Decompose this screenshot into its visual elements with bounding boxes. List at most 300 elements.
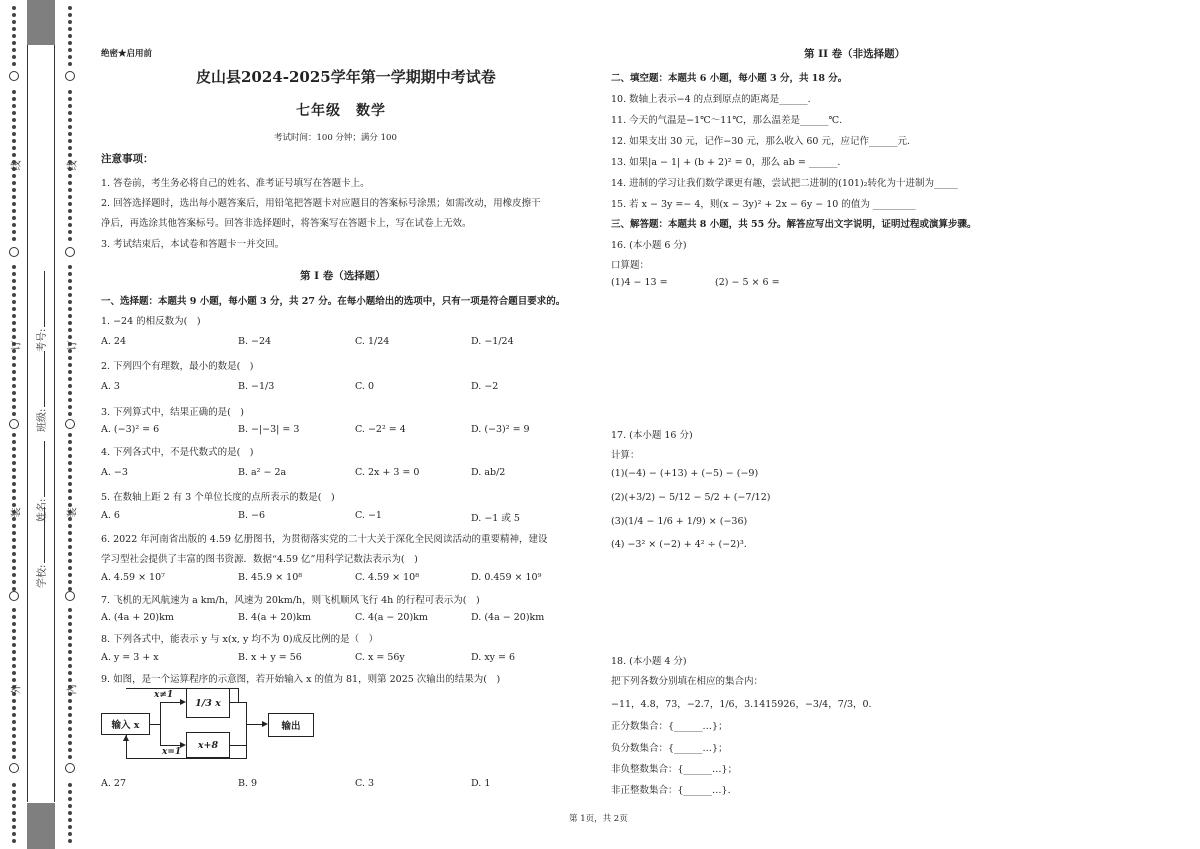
binding-dot: [68, 622, 72, 626]
binding-dot: [68, 643, 72, 647]
binding-dot: [68, 104, 72, 108]
binding-dot: [12, 6, 16, 10]
inner-word-bind: 装: [67, 507, 79, 518]
q1-option-a: A. 24: [101, 336, 126, 347]
binding-dot: [12, 678, 16, 682]
binding-dot: [68, 650, 72, 654]
q17-item-2: (2)(+3/2) − 5/12 − 5/2 + (−7/12): [611, 492, 771, 503]
binding-dot: [68, 391, 72, 395]
binding-gray-bottom: [27, 803, 55, 849]
binding-dot: [68, 566, 72, 570]
binding-dot: [68, 496, 72, 500]
binding-dot: [12, 447, 16, 451]
q7-stem: 7. 飞机的无风航速为 a km/h，风速为 20km/h，则飞机顺风飞行 4h 的行程可表示为( ): [101, 595, 480, 606]
binding-dot: [68, 174, 72, 178]
binding-dot: [12, 643, 16, 647]
binding-dot: [68, 741, 72, 745]
binding-dot: [12, 636, 16, 640]
binding-hole-icon: [65, 591, 75, 601]
binding-dot: [68, 363, 72, 367]
binding-dot: [68, 370, 72, 374]
choice-section-intro: 一、选择题：本题共 9 小题，每小题 3 分，共 27 分。在每小题给出的选项中，只有一项是符合题目要求的。: [101, 296, 566, 307]
binding-dot: [12, 629, 16, 633]
note-2-cont: 净后，再选涂其他答案标号。回答非选择题时，将答案写在答题卡上，写在试卷上无效。: [101, 218, 472, 229]
binding-dot: [12, 384, 16, 388]
outer-word-bind: 装: [11, 507, 23, 518]
binding-dot: [68, 216, 72, 220]
binding-hole-icon: [9, 247, 19, 257]
binding-dot: [68, 181, 72, 185]
q12: 12. 如果支出 30 元，记作−30 元，那么收入 60 元，应记作______元.: [611, 136, 910, 147]
binding-dot: [68, 545, 72, 549]
binding-gray-top: [27, 0, 55, 45]
binding-dot: [12, 223, 16, 227]
q2-option-b: B. −1/3: [238, 381, 275, 392]
q18-numbers: −11，4.8，73，−2.7，1/6，3.1415926，−3/4，7/3，0.: [611, 699, 872, 710]
binding-dot: [12, 398, 16, 402]
page-footer: 第 1页，共 2页: [569, 814, 628, 824]
binding-dot: [12, 741, 16, 745]
binding-dot: [12, 132, 16, 136]
binding-dot: [12, 811, 16, 815]
binding-dot: [68, 328, 72, 332]
binding-dot: [68, 20, 72, 24]
q17-sub: 计算：: [611, 450, 640, 461]
binding-dot: [12, 538, 16, 542]
class-field[interactable]: [33, 351, 48, 432]
binding-dot: [68, 818, 72, 822]
page-title: 皮山县2024-2025学年第一学期期中考试卷: [196, 68, 496, 86]
binding-dot: [12, 97, 16, 101]
binding-hole-icon: [9, 71, 19, 81]
q4-option-b: B. a² − 2a: [238, 467, 287, 478]
binding-dot: [68, 188, 72, 192]
binding-dot: [12, 797, 16, 801]
binding-dot: [12, 202, 16, 206]
outer-word-line: 线: [11, 160, 23, 171]
binding-dot: [68, 132, 72, 136]
flow-cond-bottom: x=1: [162, 747, 182, 757]
binding-dot: [12, 363, 16, 367]
binding-dot: [12, 755, 16, 759]
binding-hole-icon: [65, 247, 75, 257]
q17-item-1: (1)(−4) − (+13) + (−5) − (−9): [611, 468, 759, 479]
q2-option-d: D. −2: [471, 381, 499, 392]
q6-stem-cont: 学习型社会提供了丰富的图书资源．数据“4.59 亿”用科学记数法表示为( ): [101, 554, 418, 565]
q3-stem: 3. 下列算式中，结果正确的是( ): [101, 407, 244, 418]
binding-dot: [12, 146, 16, 150]
q4-option-c: C. 2x + 3 = 0: [355, 467, 420, 478]
binding-dot: [68, 524, 72, 528]
flow-input-box: 输入 x: [101, 713, 150, 735]
q2-option-c: C. 0: [355, 381, 375, 392]
binding-dot: [68, 482, 72, 486]
inner-word-order: 订: [67, 340, 79, 351]
q18-set-negative-fraction: 负分数集合：{______…}；: [611, 743, 728, 754]
binding-hole-icon: [9, 419, 19, 429]
binding-dot: [68, 111, 72, 115]
exam-no-label: 考号:: [37, 328, 48, 352]
q4-option-d: D. ab/2: [471, 467, 506, 478]
binding-dot: [68, 237, 72, 241]
q1-option-d: D. −1/24: [471, 336, 514, 347]
name-field[interactable]: [33, 441, 48, 522]
binding-dot: [12, 475, 16, 479]
school-label: 学校:: [37, 564, 48, 588]
binding-dot: [12, 727, 16, 731]
binding-dot: [12, 286, 16, 290]
name-label: 姓名:: [37, 498, 48, 522]
fill-section-intro: 二、填空题：本题共 6 小题，每小题 3 分，共 18 分。: [611, 73, 848, 84]
binding-dot: [12, 237, 16, 241]
binding-dot: [12, 125, 16, 129]
binding-dots-inner: [64, 0, 78, 849]
binding-dot: [12, 300, 16, 304]
binding-dot: [12, 139, 16, 143]
binding-dot: [12, 489, 16, 493]
q5-option-c: C. −1: [355, 510, 382, 521]
q8-stem: 8. 下列各式中，能表示 y 与 x(x, y 均不为 0)成反比例的是（ ）: [101, 634, 379, 645]
q7-option-a: A. (4a + 20)km: [101, 612, 174, 623]
q17-item-3: (3)(1/4 − 1/6 + 1/9) × (−36): [611, 516, 748, 527]
binding-dot: [12, 272, 16, 276]
exam-no-field[interactable]: [33, 271, 48, 352]
binding-dot: [12, 706, 16, 710]
q7-option-d: D. (4a − 20)km: [471, 612, 545, 623]
binding-dot: [68, 748, 72, 752]
binding-dot: [12, 832, 16, 836]
binding-dot: [68, 454, 72, 458]
binding-dot: [68, 678, 72, 682]
binding-dot: [12, 671, 16, 675]
binding-dot: [12, 279, 16, 283]
q18-head: 18. (本小题 4 分): [611, 656, 687, 667]
binding-dot: [68, 440, 72, 444]
q6-option-b: B. 45.9 × 10⁸: [238, 572, 303, 583]
binding-dot: [68, 412, 72, 416]
binding-dot: [12, 328, 16, 332]
binding-dot: [12, 482, 16, 486]
binding-strip: [0, 0, 84, 849]
q8-option-c: C. x = 56y: [355, 652, 405, 663]
q8-option-d: D. xy = 6: [471, 652, 516, 663]
q1-option-b: B. −24: [238, 336, 272, 347]
note-2: 2. 回答选择题时，选出每小题答案后，用铅笔把答题卡对应题目的答案标号涂黑；如需改动，用橡皮擦干: [101, 198, 541, 209]
q16-head: 16. (本小题 6 分): [611, 240, 687, 251]
binding-dot: [68, 62, 72, 66]
binding-dot: [68, 300, 72, 304]
binding-dot: [68, 790, 72, 794]
flow-output-box: 输出: [268, 713, 314, 737]
part2-title: 第 II 卷（非选择题）: [804, 48, 906, 60]
q6-stem: 6. 2022 年河南省出版的 4.59 亿册图书，为贯彻落实党的二十大关于深化全民阅读活动的重要精神，建设: [101, 534, 548, 545]
binding-dot: [68, 475, 72, 479]
binding-dot: [12, 55, 16, 59]
binding-dot: [12, 181, 16, 185]
binding-dot: [68, 97, 72, 101]
q18-set-nonpositive-int: 非正整数集合：{______…}.: [611, 785, 731, 796]
secret-label: 绝密★启用前: [101, 49, 153, 59]
binding-dot: [68, 146, 72, 150]
binding-dot: [68, 139, 72, 143]
binding-dot: [68, 384, 72, 388]
q1-stem: 1. −24 的相反数为( ): [101, 316, 201, 327]
q14: 14. 进制的学习让我们数学课更有趣，尝试把二进制的(101)₂转化为十进制为_____: [611, 178, 958, 189]
q4-stem: 4. 下列各式中，不是代数式的是( ): [101, 447, 254, 458]
q3-option-b: B. −|−3| = 3: [238, 424, 300, 435]
binding-dot: [68, 797, 72, 801]
binding-dot: [68, 636, 72, 640]
q6-option-d: D. 0.459 × 10⁹: [471, 572, 542, 583]
binding-dot: [12, 573, 16, 577]
binding-dot: [68, 699, 72, 703]
outer-word-outside: 外: [11, 684, 23, 695]
binding-dot: [68, 468, 72, 472]
q17-item-4: (4) −3² × (−2) + 4² ÷ (−2)³.: [611, 539, 747, 550]
binding-dot: [68, 657, 72, 661]
binding-dot: [68, 195, 72, 199]
q7-option-b: B. 4(a + 20)km: [238, 612, 311, 623]
q10: 10. 数轴上表示−4 的点到原点的距离是______.: [611, 94, 811, 105]
binding-dot: [68, 405, 72, 409]
binding-dot: [68, 293, 72, 297]
binding-dot: [12, 713, 16, 717]
binding-dot: [12, 552, 16, 556]
binding-dot: [68, 615, 72, 619]
binding-hole-icon: [65, 419, 75, 429]
binding-dot: [68, 41, 72, 45]
binding-dot: [68, 720, 72, 724]
binding-dot: [68, 755, 72, 759]
binding-dot: [68, 13, 72, 17]
binding-dot: [68, 608, 72, 612]
binding-dot: [12, 405, 16, 409]
binding-dot: [68, 6, 72, 10]
binding-dot: [68, 811, 72, 815]
binding-hole-icon: [65, 71, 75, 81]
binding-dot: [12, 216, 16, 220]
binding-dot: [12, 454, 16, 458]
solve-section-intro: 三、解答题：本题共 8 小题，共 55 分。解答应写出文字说明，证明过程或演算步骤。: [611, 219, 977, 230]
binding-dot: [68, 573, 72, 577]
q8-option-a: A. y = 3 + x: [101, 652, 159, 663]
binding-dot: [12, 783, 16, 787]
binding-dot: [68, 118, 72, 122]
binding-dot: [68, 734, 72, 738]
binding-dot: [12, 265, 16, 269]
binding-dot: [68, 286, 72, 290]
binding-dot: [68, 223, 72, 227]
binding-dot: [68, 671, 72, 675]
binding-dot: [12, 650, 16, 654]
q15: 15. 若 x − 3y =− 4，则(x − 3y)² + 2x − 6y − 10 的值为 _________: [611, 199, 916, 210]
binding-dot: [68, 230, 72, 234]
q4-option-a: A. −3: [101, 467, 128, 478]
binding-dot: [12, 62, 16, 66]
binding-dot: [68, 398, 72, 402]
binding-dot: [12, 195, 16, 199]
class-label: 班级:: [37, 408, 48, 432]
binding-dot: [68, 55, 72, 59]
outer-word-order: 订: [11, 340, 23, 351]
binding-dot: [12, 174, 16, 178]
binding-dot: [68, 321, 72, 325]
binding-dot: [12, 111, 16, 115]
binding-dot: [12, 559, 16, 563]
flow-box-bottom: x+8: [186, 732, 230, 758]
binding-dot: [68, 839, 72, 843]
binding-dot: [12, 622, 16, 626]
binding-dot: [12, 34, 16, 38]
binding-dot: [12, 188, 16, 192]
binding-dot: [68, 531, 72, 535]
binding-dot: [12, 307, 16, 311]
q18-set-positive-fraction: 正分数集合：{______…}；: [611, 721, 728, 732]
binding-dot: [68, 538, 72, 542]
binding-hole-icon: [9, 591, 19, 601]
q2-stem: 2. 下列四个有理数，最小的数是( ): [101, 361, 254, 372]
binding-dot: [12, 468, 16, 472]
binding-dot: [12, 118, 16, 122]
binding-dot: [68, 629, 72, 633]
binding-dot: [12, 48, 16, 52]
binding-dot: [12, 496, 16, 500]
binding-dot: [12, 720, 16, 724]
binding-dot: [12, 818, 16, 822]
binding-dots-outer: [8, 0, 22, 849]
binding-dot: [12, 825, 16, 829]
binding-dot: [68, 153, 72, 157]
binding-dot: [68, 90, 72, 94]
q5-option-d: D. −1 或 5: [471, 513, 520, 524]
q6-option-a: A. 4.59 × 10⁷: [101, 572, 165, 583]
binding-dot: [68, 727, 72, 731]
q18-set-nonnegative-int: 非负整数集合：{______…}；: [611, 764, 738, 775]
q5-option-b: B. −6: [238, 510, 266, 521]
exam-info: 考试时间：100 分钟；满分 100: [274, 133, 397, 143]
binding-dot: [68, 265, 72, 269]
q8-option-b: B. x + y = 56: [238, 652, 302, 663]
binding-dot: [12, 377, 16, 381]
q11: 11. 今天的气温是−1℃～11℃，那么温差是______℃.: [611, 115, 843, 126]
binding-dot: [12, 699, 16, 703]
binding-dot: [12, 657, 16, 661]
binding-dot: [12, 440, 16, 444]
binding-dot: [68, 209, 72, 213]
q16-item-1: (1)4 − 13 =: [611, 277, 668, 288]
binding-dot: [12, 790, 16, 794]
binding-dot: [12, 580, 16, 584]
binding-dot: [12, 321, 16, 325]
binding-dot: [12, 209, 16, 213]
binding-dot: [12, 615, 16, 619]
q7-option-c: C. 4(a − 20)km: [355, 612, 428, 623]
binding-dot: [12, 748, 16, 752]
binding-dot: [12, 412, 16, 416]
binding-hole-icon: [65, 763, 75, 773]
binding-dot: [68, 202, 72, 206]
q2-option-a: A. 3: [101, 381, 120, 392]
binding-dot: [68, 27, 72, 31]
inner-word-line: 线: [67, 160, 79, 171]
binding-hole-icon: [9, 763, 19, 773]
flow-box-top: 1/3 x: [186, 688, 230, 718]
note-3: 3. 考试结束后，本试卷和答题卡一并交回。: [101, 239, 285, 250]
q9-option-b: B. 9: [238, 778, 258, 789]
binding-dot: [12, 391, 16, 395]
q6-option-c: C. 4.59 × 10⁸: [355, 572, 420, 583]
inner-word-inside: 内: [67, 684, 79, 695]
q18-sub: 把下列各数分别填在相应的集合内：: [611, 676, 764, 687]
binding-dot: [12, 545, 16, 549]
binding-dot: [68, 272, 72, 276]
q3-option-d: D. (−3)² = 9: [471, 424, 530, 435]
binding-dot: [68, 580, 72, 584]
q1-option-c: C. 1/24: [355, 336, 390, 347]
q5-option-a: A. 6: [101, 510, 120, 521]
binding-dot: [68, 356, 72, 360]
binding-dot: [68, 559, 72, 563]
binding-dot: [12, 90, 16, 94]
binding-dot: [12, 566, 16, 570]
q16-item-2: (2) − 5 × 6 =: [715, 277, 780, 288]
binding-dot: [68, 447, 72, 451]
binding-dot: [68, 825, 72, 829]
q5-stem: 5. 在数轴上距 2 有 3 个单位长度的点所表示的数是( ): [101, 492, 335, 503]
binding-dot: [12, 27, 16, 31]
binding-dot: [12, 13, 16, 17]
binding-dot: [12, 20, 16, 24]
binding-dot: [12, 153, 16, 157]
binding-dot: [12, 293, 16, 297]
q9-stem: 9. 如图，是一个运算程序的示意图，若开始输入 x 的值为 81，则第 2025 次输出的结果为( ): [101, 674, 501, 685]
binding-dot: [12, 664, 16, 668]
q9-option-c: C. 3: [355, 778, 375, 789]
binding-dot: [68, 713, 72, 717]
binding-dot: [12, 41, 16, 45]
binding-dot: [68, 314, 72, 318]
q9-option-d: D. 1: [471, 778, 491, 789]
q3-option-c: C. −2² = 4: [355, 424, 406, 435]
binding-dot: [68, 307, 72, 311]
binding-dot: [68, 552, 72, 556]
binding-dot: [12, 461, 16, 465]
binding-dot: [12, 734, 16, 738]
binding-dot: [12, 314, 16, 318]
binding-dot: [12, 531, 16, 535]
binding-dot: [12, 608, 16, 612]
binding-dot: [68, 664, 72, 668]
binding-dot: [68, 279, 72, 283]
binding-dot: [68, 783, 72, 787]
binding-dot: [68, 832, 72, 836]
binding-dot: [12, 230, 16, 234]
q16-sub: 口算题：: [611, 260, 650, 271]
q13: 13. 如果|a − 1| + (b + 2)² = 0，那么 ab = ______.: [611, 157, 841, 168]
flow-cond-top: x≠1: [154, 690, 174, 700]
binding-dot: [12, 104, 16, 108]
binding-dot: [12, 804, 16, 808]
notes-heading: 注意事项：: [101, 153, 154, 165]
q9-option-a: A. 27: [101, 778, 126, 789]
page-subtitle: 七年级 数学: [296, 103, 386, 119]
binding-dot: [68, 34, 72, 38]
q3-option-a: A. (−3)² = 6: [101, 424, 160, 435]
binding-dot: [68, 125, 72, 129]
binding-dot: [12, 370, 16, 374]
binding-dot: [12, 524, 16, 528]
binding-dot: [68, 461, 72, 465]
